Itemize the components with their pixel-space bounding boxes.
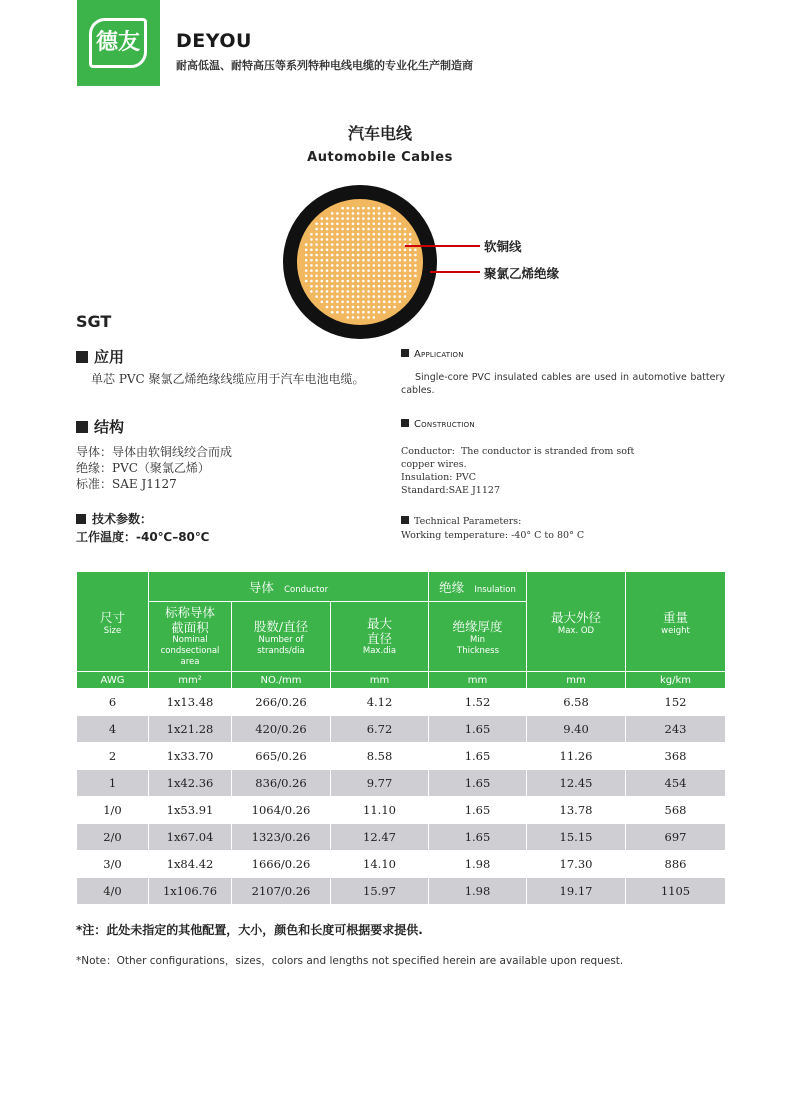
bullet-square-icon [401,419,409,427]
construction-heading-en: Construction [401,419,475,430]
technical-heading-en: Technical Parameters: [401,515,521,528]
table-cell: 4.12 [331,689,429,716]
table-cell: 665/0.26 [232,743,331,770]
table-cell: 13.78 [527,797,626,824]
table-row [77,689,726,716]
table-cell: 1x21.28 [149,716,232,743]
brand-name: DEYOU [176,30,252,52]
conductor-leader-line [405,245,480,247]
working-temperature-cn: 工作温度：-40℃–80℃ [76,530,210,544]
table-cell: 9.77 [331,770,429,797]
table-cell: 2107/0.26 [232,878,331,905]
header-size: 尺寸 Size [77,572,149,672]
header-thickness: 绝缘厚度 Min Thickness [429,602,527,672]
table-cell: 11.10 [331,797,429,824]
technical-heading-cn: 技术参数： [76,510,152,527]
copper-core [297,199,423,325]
note-cn: *注：此处未指定的其他配置，大小，颜色和长度可根据要求提供. [76,923,423,937]
table-cell: 886 [626,851,726,878]
conductor-label: 软铜线 [484,239,522,254]
construction-text-en: Conductor: The conductor is stranded from soft copper wires. Insulation: PVC Standard:SAE J1127 [401,446,635,496]
working-temperature-en: Working temperature: -40° C to 80° C [401,530,585,541]
application-text-cn: 单芯 PVC 聚氯乙烯绝缘线缆应用于汽车电池电缆。 [91,372,365,386]
logo-text: 德友 [89,18,147,68]
table-row [77,743,726,770]
table-cell: 1666/0.26 [232,851,331,878]
units-row [77,672,726,689]
table-cell: 1.52 [429,689,527,716]
table-cell: 1.98 [429,878,527,905]
application-text-en: Single-core PVC insulated cables are used in automotive battery cables. [401,372,725,396]
table-cell: 6.72 [331,716,429,743]
table-cell: 1x67.04 [149,824,232,851]
header-conductor: 导体 Conductor [149,572,429,602]
spec-table [76,571,726,905]
bullet-square-icon [401,516,409,524]
table-cell: 12.47 [331,824,429,851]
table-cell: 1.65 [429,797,527,824]
table-cell: 1.98 [429,851,527,878]
note-en: *Note：Other configurations，sizes，colors and lengths not specified herein are available upon request. [76,955,624,967]
table-cell: 152 [626,689,726,716]
table-cell: 697 [626,824,726,851]
header-area: 标称导体截面积 Nominal condsectional area [149,602,232,672]
table-cell: 15.15 [527,824,626,851]
table-cell: 1.65 [429,743,527,770]
bullet-square-icon [76,421,88,433]
table-row [77,716,726,743]
model-code: SGT [76,312,112,331]
unit-cell: AWG [77,672,149,689]
table-cell: 4/0 [77,878,149,905]
table-row [77,878,726,905]
table-cell: 11.26 [527,743,626,770]
table-cell: 8.58 [331,743,429,770]
bullet-square-icon [401,349,409,357]
bullet-square-icon [76,351,88,363]
insulation-label: 聚氯乙烯绝缘 [484,266,560,281]
table-cell: 1x13.48 [149,689,232,716]
table-cell: 454 [626,770,726,797]
table-cell: 3/0 [77,851,149,878]
unit-cell: mm [429,672,527,689]
unit-cell: kg/km [626,672,726,689]
page-title-cn: 汽车电线 [347,124,412,143]
table-cell: 266/0.26 [232,689,331,716]
unit-cell: mm [527,672,626,689]
page-title-en: Automobile Cables [307,150,453,165]
unit-cell: NO./mm [232,672,331,689]
brand-logo [77,0,160,86]
table-cell: 1.65 [429,716,527,743]
table-cell: 1.65 [429,824,527,851]
table-cell: 2 [77,743,149,770]
table-cell: 1x53.91 [149,797,232,824]
application-heading-cn: 应用 [76,346,124,367]
unit-cell: mm² [149,672,232,689]
table-cell: 1064/0.26 [232,797,331,824]
table-row [77,851,726,878]
table-cell: 6 [77,689,149,716]
header-max-dia: 最大直径 Max.dia [331,602,429,672]
table-cell: 12.45 [527,770,626,797]
header-weight: 重量 weight [626,572,726,672]
table-cell: 4 [77,716,149,743]
table-cell: 9.40 [527,716,626,743]
insulation-leader-line [430,271,480,273]
table-cell: 14.10 [331,851,429,878]
table-cell: 1105 [626,878,726,905]
table-cell: 2/0 [77,824,149,851]
table-cell: 1 [77,770,149,797]
table-cell: 836/0.26 [232,770,331,797]
table-cell: 420/0.26 [232,716,331,743]
table-cell: 1323/0.26 [232,824,331,851]
unit-cell: mm [331,672,429,689]
application-heading-en: Application [401,349,464,360]
table-cell: 19.17 [527,878,626,905]
construction-heading-cn: 结构 [76,416,124,437]
table-row [77,797,726,824]
table-cell: 15.97 [331,878,429,905]
table-cell: 1x42.36 [149,770,232,797]
header-insulation: 绝缘 Insulation [429,572,527,602]
table-row [77,770,726,797]
table-cell: 568 [626,797,726,824]
table-cell: 1x106.76 [149,878,232,905]
cable-cross-section [283,185,437,339]
bullet-square-icon [76,514,86,524]
table-header-row [77,572,726,602]
table-row [77,824,726,851]
table-cell: 1.65 [429,770,527,797]
table-cell: 6.58 [527,689,626,716]
table-cell: 1x33.70 [149,743,232,770]
brand-tagline: 耐高低温、耐特高压等系列特种电线电缆的专业化生产制造商 [176,59,473,72]
table-cell: 243 [626,716,726,743]
table-cell: 1/0 [77,797,149,824]
table-cell: 368 [626,743,726,770]
header-strands: 股数/直径 Number of strands/dia [232,602,331,672]
table-cell: 1x84.42 [149,851,232,878]
table-cell: 17.30 [527,851,626,878]
header-max-od: 最大外径 Max. OD [527,572,626,672]
construction-text-cn: 导体：导体由软铜线绞合而成 绝缘：PVC（聚氯乙烯） 标准：SAE J1127 [76,445,233,491]
